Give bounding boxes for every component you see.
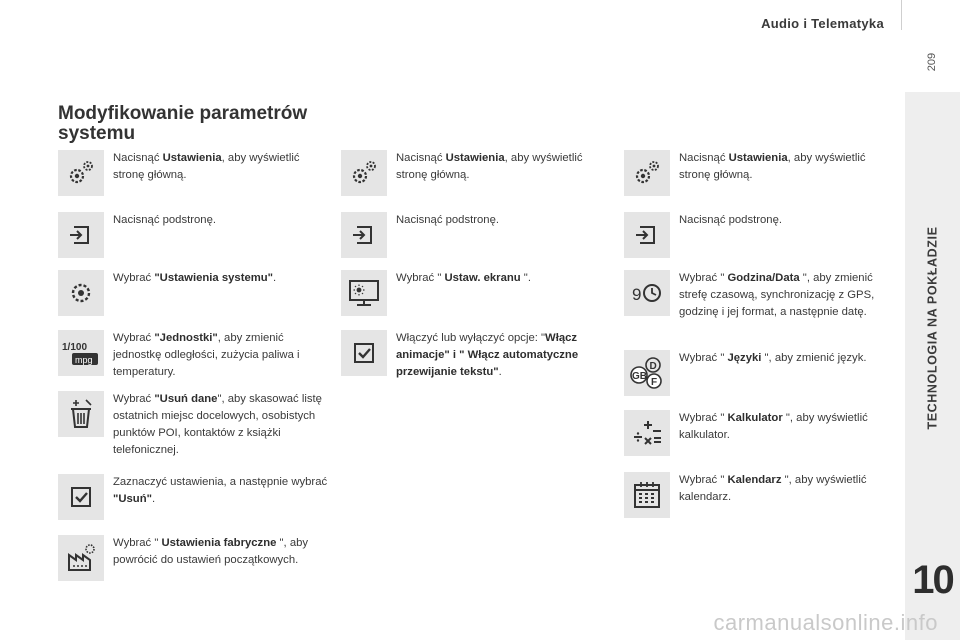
item-text: Wybrać "Ustawienia systemu".	[113, 272, 277, 284]
subpage-icon	[624, 212, 670, 258]
clock-icon	[624, 270, 670, 316]
svg-text:9: 9	[632, 285, 642, 304]
svg-text:GB: GB	[632, 371, 647, 382]
item-text: Wybrać "Jednostki", aby zmienić jednostkę odległości, zużycia paliwa i temperatury.	[113, 332, 300, 378]
svg-text:mpg: mpg	[75, 355, 93, 365]
item-text: Wybrać " Języki ", aby zmienić język.	[679, 352, 867, 364]
section-title: Modyfikowanie parametrów systemu	[58, 103, 308, 144]
svg-text:1/100: 1/100	[62, 342, 88, 353]
item-text: Nacisnąć podstronę.	[396, 214, 499, 226]
item-text: Nacisnąć podstronę.	[113, 214, 216, 226]
item-text: Wybrać " Kalendarz ", aby wyświetlić kalendarz.	[679, 474, 867, 503]
checkbox-icon	[341, 330, 387, 376]
svg-text:F: F	[651, 377, 658, 388]
screen-icon	[341, 270, 387, 316]
item-text: Wybrać " Kalkulator ", aby wyświetlić kalkulator.	[679, 412, 868, 441]
factory-icon	[58, 535, 104, 581]
chapter-number: 10	[912, 558, 953, 602]
delete-icon	[58, 391, 104, 437]
item-text: Nacisnąć Ustawienia, aby wyświetlić stronę główną.	[679, 152, 866, 181]
item-text: Wybrać " Ustawienia fabryczne ", aby powrócić do ustawień początkowych.	[113, 537, 309, 566]
item-text: Nacisnąć podstronę.	[679, 214, 782, 226]
side-tab-label-wrap	[905, 108, 960, 548]
item-text: Wybrać " Godzina/Data ", aby zmienić strefę czasową, synchronizację z GPS, godzinę i jej format, a następnie datę.	[679, 272, 875, 318]
checkbox-icon	[58, 474, 104, 520]
item-text: Włączyć lub wyłączyć opcje: "Włącz animacje" i " Włącz automatyczne przewijanie tekstu".	[396, 332, 579, 378]
language-icon	[624, 350, 670, 396]
header-title: Audio i Telematyka	[761, 16, 884, 31]
side-tab-label: TECHNOLOGIA NA POKŁADZIE	[925, 226, 940, 430]
gears-icon	[624, 150, 670, 196]
gear-icon	[58, 270, 104, 316]
subpage-icon	[58, 212, 104, 258]
item-text: Nacisnąć Ustawienia, aby wyświetlić stronę główną.	[113, 152, 300, 181]
calculator-icon	[624, 410, 670, 456]
units-icon	[58, 330, 104, 376]
watermark: carmanualsonline.info	[713, 610, 938, 635]
item-text: Zaznaczyć ustawienia, a następnie wybrać "Usuń".	[113, 476, 328, 505]
gears-icon	[341, 150, 387, 196]
page-number: 209	[926, 52, 938, 72]
calendar-icon	[624, 472, 670, 518]
item-text: Wybrać "Usuń dane", aby skasować listę ostatnich miejsc docelowych, osobistych punktów POI, kontaktów z książki telefonicznej.	[113, 393, 322, 456]
item-text: Wybrać " Ustaw. ekranu ".	[396, 272, 531, 284]
gears-icon	[58, 150, 104, 196]
subpage-icon	[341, 212, 387, 258]
header-divider	[901, 0, 902, 30]
item-text: Nacisnąć Ustawienia, aby wyświetlić stronę główną.	[396, 152, 583, 181]
svg-text:D: D	[649, 361, 657, 372]
